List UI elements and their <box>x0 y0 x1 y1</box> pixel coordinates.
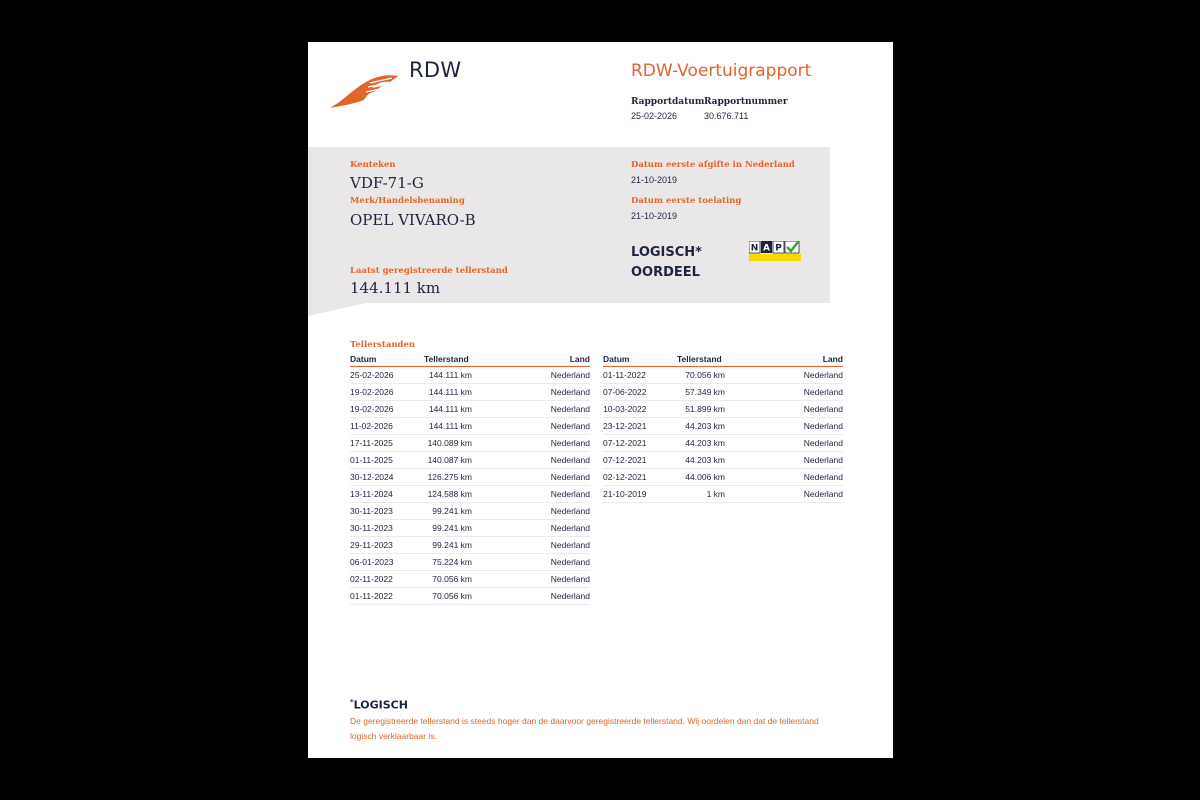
rdw-logo-icon <box>330 72 398 110</box>
row-odometer: 70.056 km <box>685 370 725 380</box>
table-row <box>350 469 590 486</box>
row-date: 01-11-2022 <box>603 370 646 380</box>
footnote-title-text: LOGISCH <box>353 698 408 712</box>
report-date-value: 25-02-2026 <box>631 111 678 121</box>
table-row <box>350 401 590 418</box>
row-odometer: 57.349 km <box>685 387 725 397</box>
row-date: 19-02-2026 <box>350 404 394 414</box>
row-date: 25-02-2026 <box>350 370 394 380</box>
row-country: Nederland <box>550 506 590 516</box>
report-page <box>308 42 893 758</box>
table-row <box>350 588 590 605</box>
first-admission-value: 21-10-2019 <box>631 211 678 221</box>
row-country: Nederland <box>550 523 590 533</box>
row-country: Nederland <box>550 370 590 380</box>
plate-label: Kenteken <box>350 160 396 170</box>
row-country: Nederland <box>803 421 843 431</box>
table-row <box>603 384 843 401</box>
row-date: 30-11-2023 <box>350 506 393 516</box>
row-odometer: 1 km <box>706 489 725 499</box>
row-odometer: 124.588 km <box>427 489 472 499</box>
report-title: RDW-Voertuigrapport <box>631 61 812 81</box>
row-country: Nederland <box>550 557 590 567</box>
first-admission-label: Datum eerste toelating <box>631 196 742 206</box>
table-row <box>350 520 590 537</box>
row-country: Nederland <box>550 438 590 448</box>
table-row <box>350 367 590 384</box>
plate-value: VDF-71-G <box>350 174 424 192</box>
table-row <box>603 418 843 435</box>
table-row <box>603 401 843 418</box>
row-date: 10-03-2022 <box>603 404 647 414</box>
row-country: Nederland <box>550 489 590 499</box>
row-country: Nederland <box>550 540 590 550</box>
verdict-line-1: LOGISCH* <box>631 245 702 260</box>
table-row <box>350 537 590 554</box>
row-country: Nederland <box>550 387 590 397</box>
report-date-block <box>631 97 704 121</box>
col-country-header: Land <box>569 354 590 364</box>
row-odometer: 99.241 km <box>432 523 472 533</box>
brand-name: RDW <box>409 58 462 82</box>
row-odometer: 126.275 km <box>427 472 472 482</box>
row-odometer: 99.241 km <box>432 540 472 550</box>
table-row <box>350 418 590 435</box>
readings-title: Tellerstanden <box>350 340 416 350</box>
row-country: Nederland <box>803 370 843 380</box>
table-row <box>350 435 590 452</box>
row-date: 21-10-2019 <box>603 489 647 499</box>
row-country: Nederland <box>550 421 590 431</box>
row-odometer: 44.006 km <box>685 472 725 482</box>
svg-text:A: A <box>763 243 770 254</box>
row-date: 07-12-2021 <box>603 455 647 465</box>
table-row <box>350 486 590 503</box>
row-date: 17-11-2025 <box>350 438 393 448</box>
row-odometer: 44.203 km <box>685 421 725 431</box>
row-country: Nederland <box>803 387 843 397</box>
row-date: 01-11-2025 <box>350 455 393 465</box>
row-country: Nederland <box>803 404 843 414</box>
table-row <box>350 384 590 401</box>
row-date: 07-12-2021 <box>603 438 647 448</box>
footnote-marker: * <box>350 698 354 706</box>
table-row <box>603 452 843 469</box>
table-header <box>603 352 843 367</box>
row-odometer: 51.899 km <box>685 404 725 414</box>
row-date: 11-02-2026 <box>350 421 393 431</box>
row-date: 30-11-2023 <box>350 523 393 533</box>
odometer-value: 144.111 km <box>350 279 441 297</box>
col-km-header: Tellerstand <box>677 354 722 364</box>
table-row <box>350 554 590 571</box>
row-country: Nederland <box>803 489 843 499</box>
first-issue-value: 21-10-2019 <box>631 175 678 185</box>
row-date: 29-11-2023 <box>350 540 393 550</box>
table-header <box>350 352 590 367</box>
row-date: 07-06-2022 <box>603 387 647 397</box>
row-odometer: 70.056 km <box>432 574 472 584</box>
row-country: Nederland <box>550 591 590 601</box>
svg-text:N: N <box>750 243 759 254</box>
row-country: Nederland <box>550 574 590 584</box>
row-date: 30-12-2024 <box>350 472 394 482</box>
table-row <box>603 486 843 503</box>
row-country: Nederland <box>550 472 590 482</box>
band-tip-decoration <box>308 302 370 316</box>
row-odometer: 75.224 km <box>432 557 472 567</box>
table-row <box>350 571 590 588</box>
row-odometer: 140.087 km <box>427 455 472 465</box>
row-country: Nederland <box>803 438 843 448</box>
svg-text:P: P <box>775 243 782 254</box>
make-label: Merk/Handelsbenaming <box>350 196 465 206</box>
readings-table-left <box>350 352 590 605</box>
table-row <box>350 452 590 469</box>
row-odometer: 144.111 km <box>428 404 472 414</box>
nap-check-icon <box>749 241 801 261</box>
verdict-line-2: OORDEEL <box>631 265 700 280</box>
readings-table-right <box>603 352 843 503</box>
row-country: Nederland <box>803 472 843 482</box>
row-date: 06-01-2023 <box>350 557 394 567</box>
table-row <box>603 435 843 452</box>
row-odometer: 144.111 km <box>428 387 472 397</box>
row-odometer: 144.111 km <box>428 421 472 431</box>
row-date: 02-12-2021 <box>603 472 647 482</box>
row-date: 19-02-2026 <box>350 387 394 397</box>
col-date-header: Datum <box>603 354 630 364</box>
footnote-text: De geregistreerde tellerstand is steeds hoger dan de daarvoor geregistreerde tellerstand. Wij oordelen dan dat de tellerstand logisch verklaarbaar is. <box>350 716 819 741</box>
make-value: OPEL VIVARO-B <box>350 211 476 229</box>
odometer-label: Laatst geregistreerde tellerstand <box>350 266 508 276</box>
row-odometer: 140.089 km <box>427 438 472 448</box>
row-date: 02-11-2022 <box>350 574 393 584</box>
col-date-header: Datum <box>350 354 377 364</box>
row-country: Nederland <box>550 455 590 465</box>
report-date-label: Rapportdatum <box>631 97 705 107</box>
row-odometer: 99.241 km <box>432 506 472 516</box>
table-row <box>603 367 843 384</box>
col-km-header: Tellerstand <box>424 354 469 364</box>
row-odometer: 44.203 km <box>685 455 725 465</box>
report-number-block <box>704 97 788 121</box>
footnote-title <box>350 698 408 712</box>
row-date: 01-11-2022 <box>350 591 393 601</box>
row-country: Nederland <box>803 455 843 465</box>
report-number-value: 30.676.711 <box>704 111 749 121</box>
row-date: 23-12-2021 <box>603 421 647 431</box>
table-row <box>350 503 590 520</box>
row-odometer: 144.111 km <box>428 370 472 380</box>
report-number-label: Rapportnummer <box>704 97 788 107</box>
first-issue-label: Datum eerste afgifte in Nederland <box>631 160 795 170</box>
table-row <box>603 469 843 486</box>
row-odometer: 70.056 km <box>432 591 472 601</box>
row-country: Nederland <box>550 404 590 414</box>
col-country-header: Land <box>822 354 843 364</box>
row-date: 13-11-2024 <box>350 489 393 499</box>
odometer-verdict <box>631 243 702 283</box>
row-odometer: 44.203 km <box>685 438 725 448</box>
